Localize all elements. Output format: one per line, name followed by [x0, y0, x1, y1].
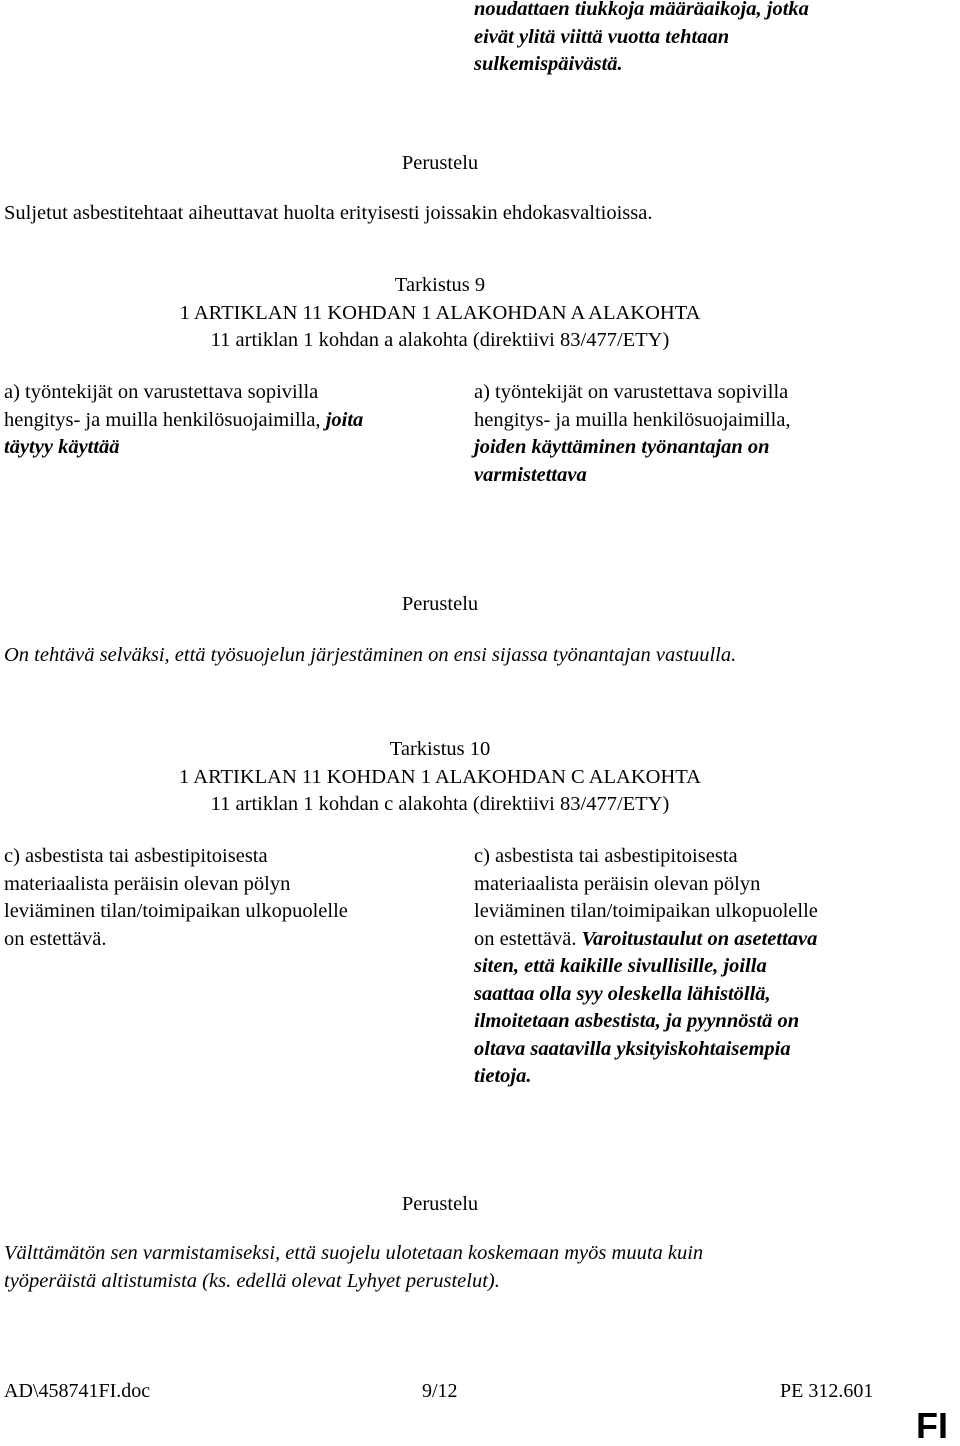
text-line: leviäminen tilan/toimipaikan ulkopuolelle: [4, 900, 348, 922]
justification-heading: Perustelu: [401, 152, 479, 174]
amendment-header: [0, 272, 880, 355]
text-line: on estettävä. Varoitustaulut on asetettava: [474, 927, 818, 950]
text-line: joiden käyttäminen työnantajan on: [474, 436, 770, 458]
continuation-line: sulkemispäivästä.: [474, 53, 623, 75]
text-line: oltava saatavilla yksityiskohtaisempia: [474, 1037, 791, 1060]
justification-line: Välttämätön sen varmistamiseksi, että suojelu ulotetaan koskemaan myös muuta kuin: [4, 1242, 704, 1264]
text-line: varmistettava: [474, 463, 587, 486]
text-line: materiaalista peräisin olevan pölyn: [474, 872, 761, 895]
amended-text-column: [474, 379, 914, 489]
amendment-reference-upper: 1 ARTIKLAN 11 KOHDAN 1 ALAKOHDAN A ALAKOHTA: [179, 301, 701, 324]
amendment-reference-upper: 1 ARTIKLAN 11 KOHDAN 1 ALAKOHDAN C ALAKOHTA: [179, 765, 701, 788]
justification-heading: Perustelu: [401, 593, 479, 615]
amendment-header: [0, 736, 880, 819]
justification-line: työperäistä altistumista (ks. edellä olevat Lyhyet perustelut).: [4, 1269, 500, 1292]
justification-text: On tehtävä selväksi, että työsuojelun järjestäminen on ensi sijassa työnantajan vastuulla.: [4, 644, 737, 666]
amendment-title: Tarkistus 10: [389, 738, 491, 760]
text-line: hengitys- ja muilla henkilösuojaimilla,: [474, 408, 791, 431]
text-line: a) työntekijät on varustettava sopivilla: [474, 381, 789, 403]
language-mark: FI: [916, 1405, 948, 1446]
text-line: täytyy käyttää: [4, 436, 120, 458]
continuation-text: [474, 0, 914, 79]
original-text-column: [4, 379, 424, 462]
text-line: siten, että kaikille sivullisille, joilla: [474, 955, 767, 977]
amendment-title: Tarkistus 9: [394, 274, 486, 296]
text-line: c) asbestista tai asbestipitoisesta: [474, 845, 738, 867]
amendment-reference: 11 artiklan 1 kohdan c alakohta (direktiivi 83/477/ETY): [210, 793, 670, 815]
footer-page-number: 9/12: [422, 1380, 458, 1402]
text-line: hengitys- ja muilla henkilösuojaimilla, joita: [4, 408, 364, 431]
text-line: c) asbestista tai asbestipitoisesta: [4, 845, 268, 867]
text-line: a) työntekijät on varustettava sopivilla: [4, 381, 319, 403]
text-line: ilmoitetaan asbestista, ja pyynnöstä on: [474, 1010, 800, 1032]
amendment-reference: 11 artiklan 1 kohdan a alakohta (direktiivi 83/477/ETY): [210, 329, 670, 351]
text-line: materiaalista peräisin olevan pölyn: [4, 872, 291, 895]
original-text-column: [4, 843, 424, 953]
amended-text-column: [474, 843, 914, 1091]
footer-pe-ref: PE 312.601: [780, 1380, 874, 1402]
continuation-line: noudattaen tiukkoja määräaikoja, jotka: [474, 0, 809, 20]
text-line: leviäminen tilan/toimipaikan ulkopuolelle: [474, 900, 818, 922]
continuation-line: eivät ylitä viittä vuotta tehtaan: [474, 25, 730, 48]
text-line: tietoja.: [474, 1065, 532, 1087]
justification-text: [4, 1240, 904, 1295]
footer-doc-ref: AD\458741FI.doc: [4, 1380, 151, 1402]
text-line: saattaa olla syy oleskella lähistöllä,: [474, 982, 771, 1005]
text-line: on estettävä.: [4, 927, 107, 950]
justification-heading: Perustelu: [401, 1193, 479, 1215]
justification-text: Suljetut asbestitehtaat aiheuttavat huolta erityisesti joissakin ehdokasvaltioissa.: [4, 202, 653, 224]
